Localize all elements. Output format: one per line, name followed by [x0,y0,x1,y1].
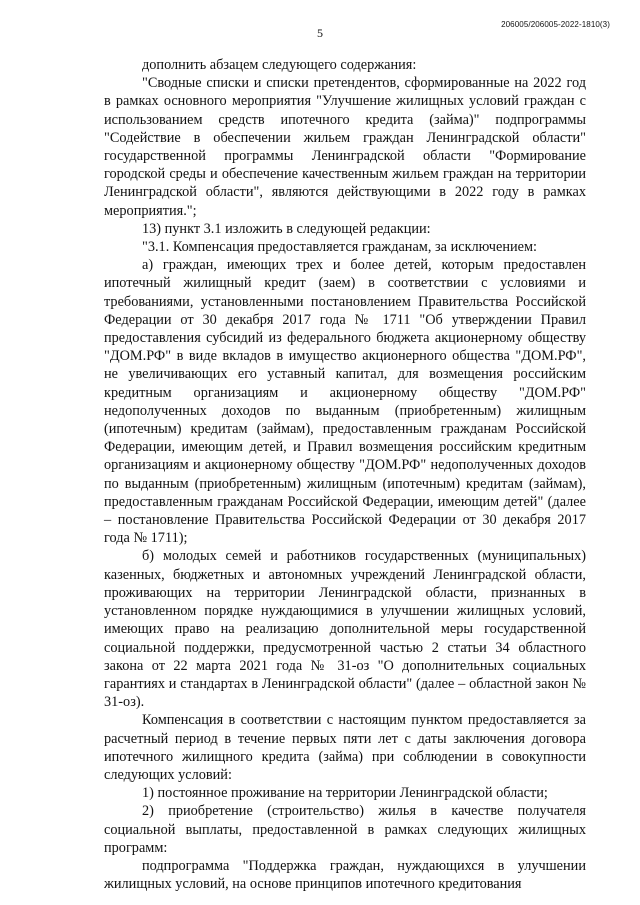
paragraph: 1) постоянное проживание на территории Ленинградской области; [142,785,548,802]
paragraph: 13) пункт 3.1 изложить в следующей редакции: [142,220,431,237]
paragraph: б) молодых семей и работников государственных (муниципальных) казенных, бюджетных и автономных учреждений Ленинградской области, проживающих на территории Ленинградской области, признанных в установленном порядке нуждающимися в улучшении жилищных условий, имеющих право на реализацию дополнительной меры государственной социальной поддержки, предусмотренной частью 2 статьи 34 областного закона от 22 марта 2021 года № 31-оз "О дополнительных социальных гарантиях и стандартах в Ленинградской области" (далее – областной закон № 31-оз). [104,548,586,711]
paragraph: "3.1. Компенсация предоставляется гражданам, за исключением: [142,239,537,256]
document-body [104,56,586,893]
paragraph: Компенсация в соответствии с настоящим пунктом предоставляется за расчетный период в течение первых пяти лет с даты заключения договора ипотечного жилищного кредита (займа) при соблюдении в совокупности следующих условий: [104,712,586,783]
paragraph: 2) приобретение (строительство) жилья в качестве получателя социальной выплаты, предоставленной в рамках следующих жилищных программ: [104,803,586,856]
paragraph: подпрограмма "Поддержка граждан, нуждающихся в улучшении жилищных условий, на основе принципов ипотечного кредитования [104,857,586,893]
paragraph: а) граждан, имеющих трех и более детей, которым предоставлен ипотечный жилищный кредит (заем) в соответствии с условиями и требованиями, установленными постановлением Правительства Российской Федерации от 30 декабря 2017 года № 1711 "Об утверждении Правил предоставления субсидий из федерального бюджета акционерному обществу "ДОМ.РФ" в виде вкладов в имущество акционерного общества "ДОМ.РФ", не увеличивающих его уставный капитал, для возмещения российским кредитным организациям и акционерному обществу "ДОМ.РФ" недополученных доходов по выданным (приобретенным) жилищным (ипотечным) кредитам (займам), предоставленным гражданам Российской Федерации, имеющим детей, и Правил возмещения российским кредитным организациям и акционерному обществу "ДОМ.РФ" недополученных доходов по выданным (приобретенным) жилищным (ипотечным) кредитам (займам), предоставленным гражданам Российской Федерации, имеющим детей" (далее – постановление Правительства Российской Федерации от 30 декабря 2017 года № 1711); [104,257,586,547]
page-number: 5 [317,26,323,40]
paragraph: дополнить абзацем следующего содержания: [142,57,417,73]
document-id: 206005/206005-2022-1810(3) [501,20,610,29]
paragraph: "Сводные списки и списки претендентов, сформированные на 2022 год в рамках основного мероприятия "Улучшение жилищных условий граждан с использованием средств ипотечного кредита (займа)" подпрограммы "Содействие в обеспечении жильем граждан Ленинградской области" государственной программы Ленинградской области "Формирование городской среды и обеспечение качественным жильем граждан на территории Ленинградской области", являются действующими в 2022 году в рамках мероприятия."; [104,75,586,219]
